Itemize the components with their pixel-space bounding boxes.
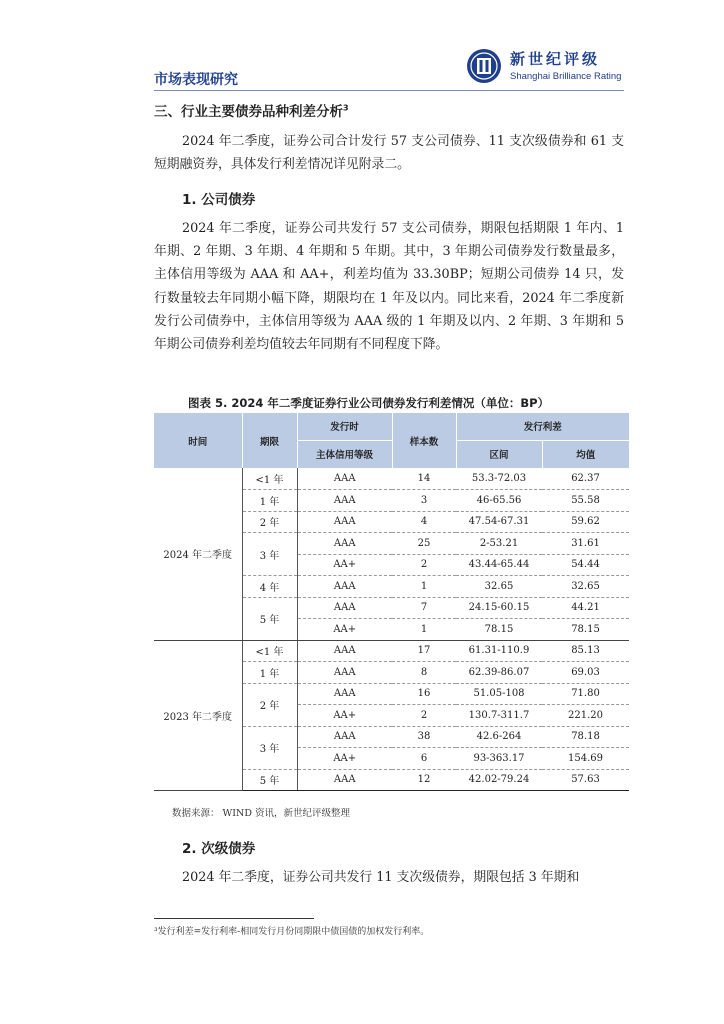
range-cell: 53.3-72.03 [456, 468, 542, 490]
range-cell: 62.39-86.07 [456, 662, 542, 684]
mean-cell: 31.61 [542, 533, 629, 555]
count-cell: 4 [392, 511, 456, 533]
term-cell: <1 年 [242, 468, 297, 490]
table-row [154, 640, 629, 662]
count-cell: 7 [392, 597, 456, 619]
count-cell: 25 [392, 533, 456, 555]
rating-cell: AA+ [297, 705, 392, 727]
rating-cell: AAA [297, 662, 392, 684]
term-cell: 4 年 [242, 576, 297, 598]
table-source: 数据来源： WIND 资讯，新世纪评级整理 [172, 808, 350, 819]
rating-cell: AAA [297, 726, 392, 748]
range-cell: 61.31-110.9 [456, 640, 542, 662]
mean-cell: 32.65 [542, 576, 629, 598]
term-cell: 1 年 [242, 490, 297, 512]
rating-cell: AAA [297, 490, 392, 512]
table-caption: 图表 5. 2024 年二季度证券行业公司债券发行利差情况（单位：BP） [188, 396, 550, 410]
section-heading: 三、行业主要债券品种利差分析$^3$ [154, 103, 349, 120]
mean-cell: 62.37 [542, 468, 629, 490]
intro-paragraph: 2024 年二季度，证券公司合计发行 57 支公司债券、11 支次级债券和 61 支短期融资券，具体发行利差情况详见附录二。 [154, 134, 624, 173]
footnote-ref: 3 [343, 103, 349, 113]
range-cell: 93-363.17 [456, 748, 542, 770]
subordinated-bonds-paragraph: 2024 年二季度，证券公司共发行 11 支次级债券，期限包括 3 年期和 [182, 870, 580, 885]
col-header-issuer-top: 发行时 [297, 413, 392, 440]
rating-cell: AAA [297, 511, 392, 533]
corporate-bonds-paragraph: 2024 年二季度，证券公司共发行 57 支公司债券，期限包括期限 1 年内、1 年期、2 年期、3 年期、4 年期和 5 年期。其中，3 年期公司债券发行数量最多，主体信用等级为 AAA 和 AA+，利差均值为 33.30BP；短期公司债券 14 只，发行数量较去年同期小幅下降，期限均在 1 年及以内。同比来看，2024 年二季度新发行公司债券中，主体信用等级为 AAA 级的 1 年期及以内、2 年期、3 年期和 5 年期公司债券利差均值较去年同期有不同程度下降。 [154, 221, 624, 353]
term-cell: 5 年 [242, 597, 297, 640]
range-cell: 42.6-264 [456, 726, 542, 748]
subheading-corporate-bonds: 1. 公司债券 [182, 192, 256, 208]
mean-cell: 57.63 [542, 769, 629, 791]
count-cell: 38 [392, 726, 456, 748]
count-cell: 8 [392, 662, 456, 684]
col-header-spread: 发行利差 [456, 413, 629, 440]
rating-cell: AAA [297, 576, 392, 598]
range-cell: 24.15-60.15 [456, 597, 542, 619]
mean-cell: 69.03 [542, 662, 629, 684]
col-header-issuer-bottom: 主体信用等级 [297, 440, 392, 468]
rating-cell: AAA [297, 769, 392, 791]
rating-cell: AA+ [297, 748, 392, 770]
mean-cell: 55.58 [542, 490, 629, 512]
col-header-count: 样本数 [392, 413, 456, 468]
subheading-subordinated-bonds: 2. 次级债券 [182, 841, 256, 857]
section-title: 市场表现研究 [154, 72, 238, 88]
count-cell: 1 [392, 619, 456, 641]
brand-logo-icon [466, 48, 502, 84]
table-body [154, 468, 629, 791]
term-cell: 2 年 [242, 511, 297, 533]
brand-name-en: Shanghai Brilliance Rating [510, 71, 622, 82]
count-cell: 14 [392, 468, 456, 490]
mean-cell: 154.69 [542, 748, 629, 770]
range-cell: 78.15 [456, 619, 542, 641]
mean-cell: 54.44 [542, 554, 629, 576]
rating-cell: AA+ [297, 619, 392, 641]
rating-cell: AAA [297, 533, 392, 555]
mean-cell: 78.15 [542, 619, 629, 641]
mean-cell: 221.20 [542, 705, 629, 727]
spread-table [154, 413, 629, 791]
count-cell: 2 [392, 554, 456, 576]
rating-cell: AA+ [297, 554, 392, 576]
term-cell: <1 年 [242, 640, 297, 662]
count-cell: 1 [392, 576, 456, 598]
col-header-term: 期限 [242, 413, 297, 468]
range-cell: 42.02-79.24 [456, 769, 542, 791]
footnote: ³发行利差=发行利率-相同发行月份同期限中债国债的加权发行利率。 [154, 927, 430, 937]
header-divider [154, 90, 624, 91]
range-cell: 46-65.56 [456, 490, 542, 512]
term-cell: 1 年 [242, 662, 297, 684]
count-cell: 12 [392, 769, 456, 791]
term-cell: 3 年 [242, 726, 297, 769]
count-cell: 17 [392, 640, 456, 662]
range-cell: 32.65 [456, 576, 542, 598]
count-cell: 6 [392, 748, 456, 770]
col-header-time: 时间 [154, 413, 242, 468]
range-cell: 2-53.21 [456, 533, 542, 555]
term-cell: 5 年 [242, 769, 297, 791]
range-cell: 51.05-108 [456, 683, 542, 705]
period-cell: 2024 年二季度 [154, 468, 242, 640]
rating-cell: AAA [297, 597, 392, 619]
range-cell: 43.44-65.44 [456, 554, 542, 576]
brand-name-cn: 新世纪评级 [510, 50, 601, 68]
term-cell: 3 年 [242, 533, 297, 576]
mean-cell: 44.21 [542, 597, 629, 619]
mean-cell: 71.80 [542, 683, 629, 705]
table-row [154, 468, 629, 490]
mean-cell: 59.62 [542, 511, 629, 533]
count-cell: 3 [392, 490, 456, 512]
rating-cell: AAA [297, 683, 392, 705]
col-header-range: 区间 [456, 440, 542, 468]
range-cell: 47.54-67.31 [456, 511, 542, 533]
count-cell: 16 [392, 683, 456, 705]
rating-cell: AAA [297, 468, 392, 490]
mean-cell: 78.18 [542, 726, 629, 748]
footnote-divider [154, 918, 314, 919]
col-header-mean: 均值 [542, 440, 629, 468]
period-cell: 2023 年二季度 [154, 640, 242, 791]
rating-cell: AAA [297, 640, 392, 662]
mean-cell: 85.13 [542, 640, 629, 662]
term-cell: 2 年 [242, 683, 297, 726]
count-cell: 2 [392, 705, 456, 727]
range-cell: 130.7-311.7 [456, 705, 542, 727]
